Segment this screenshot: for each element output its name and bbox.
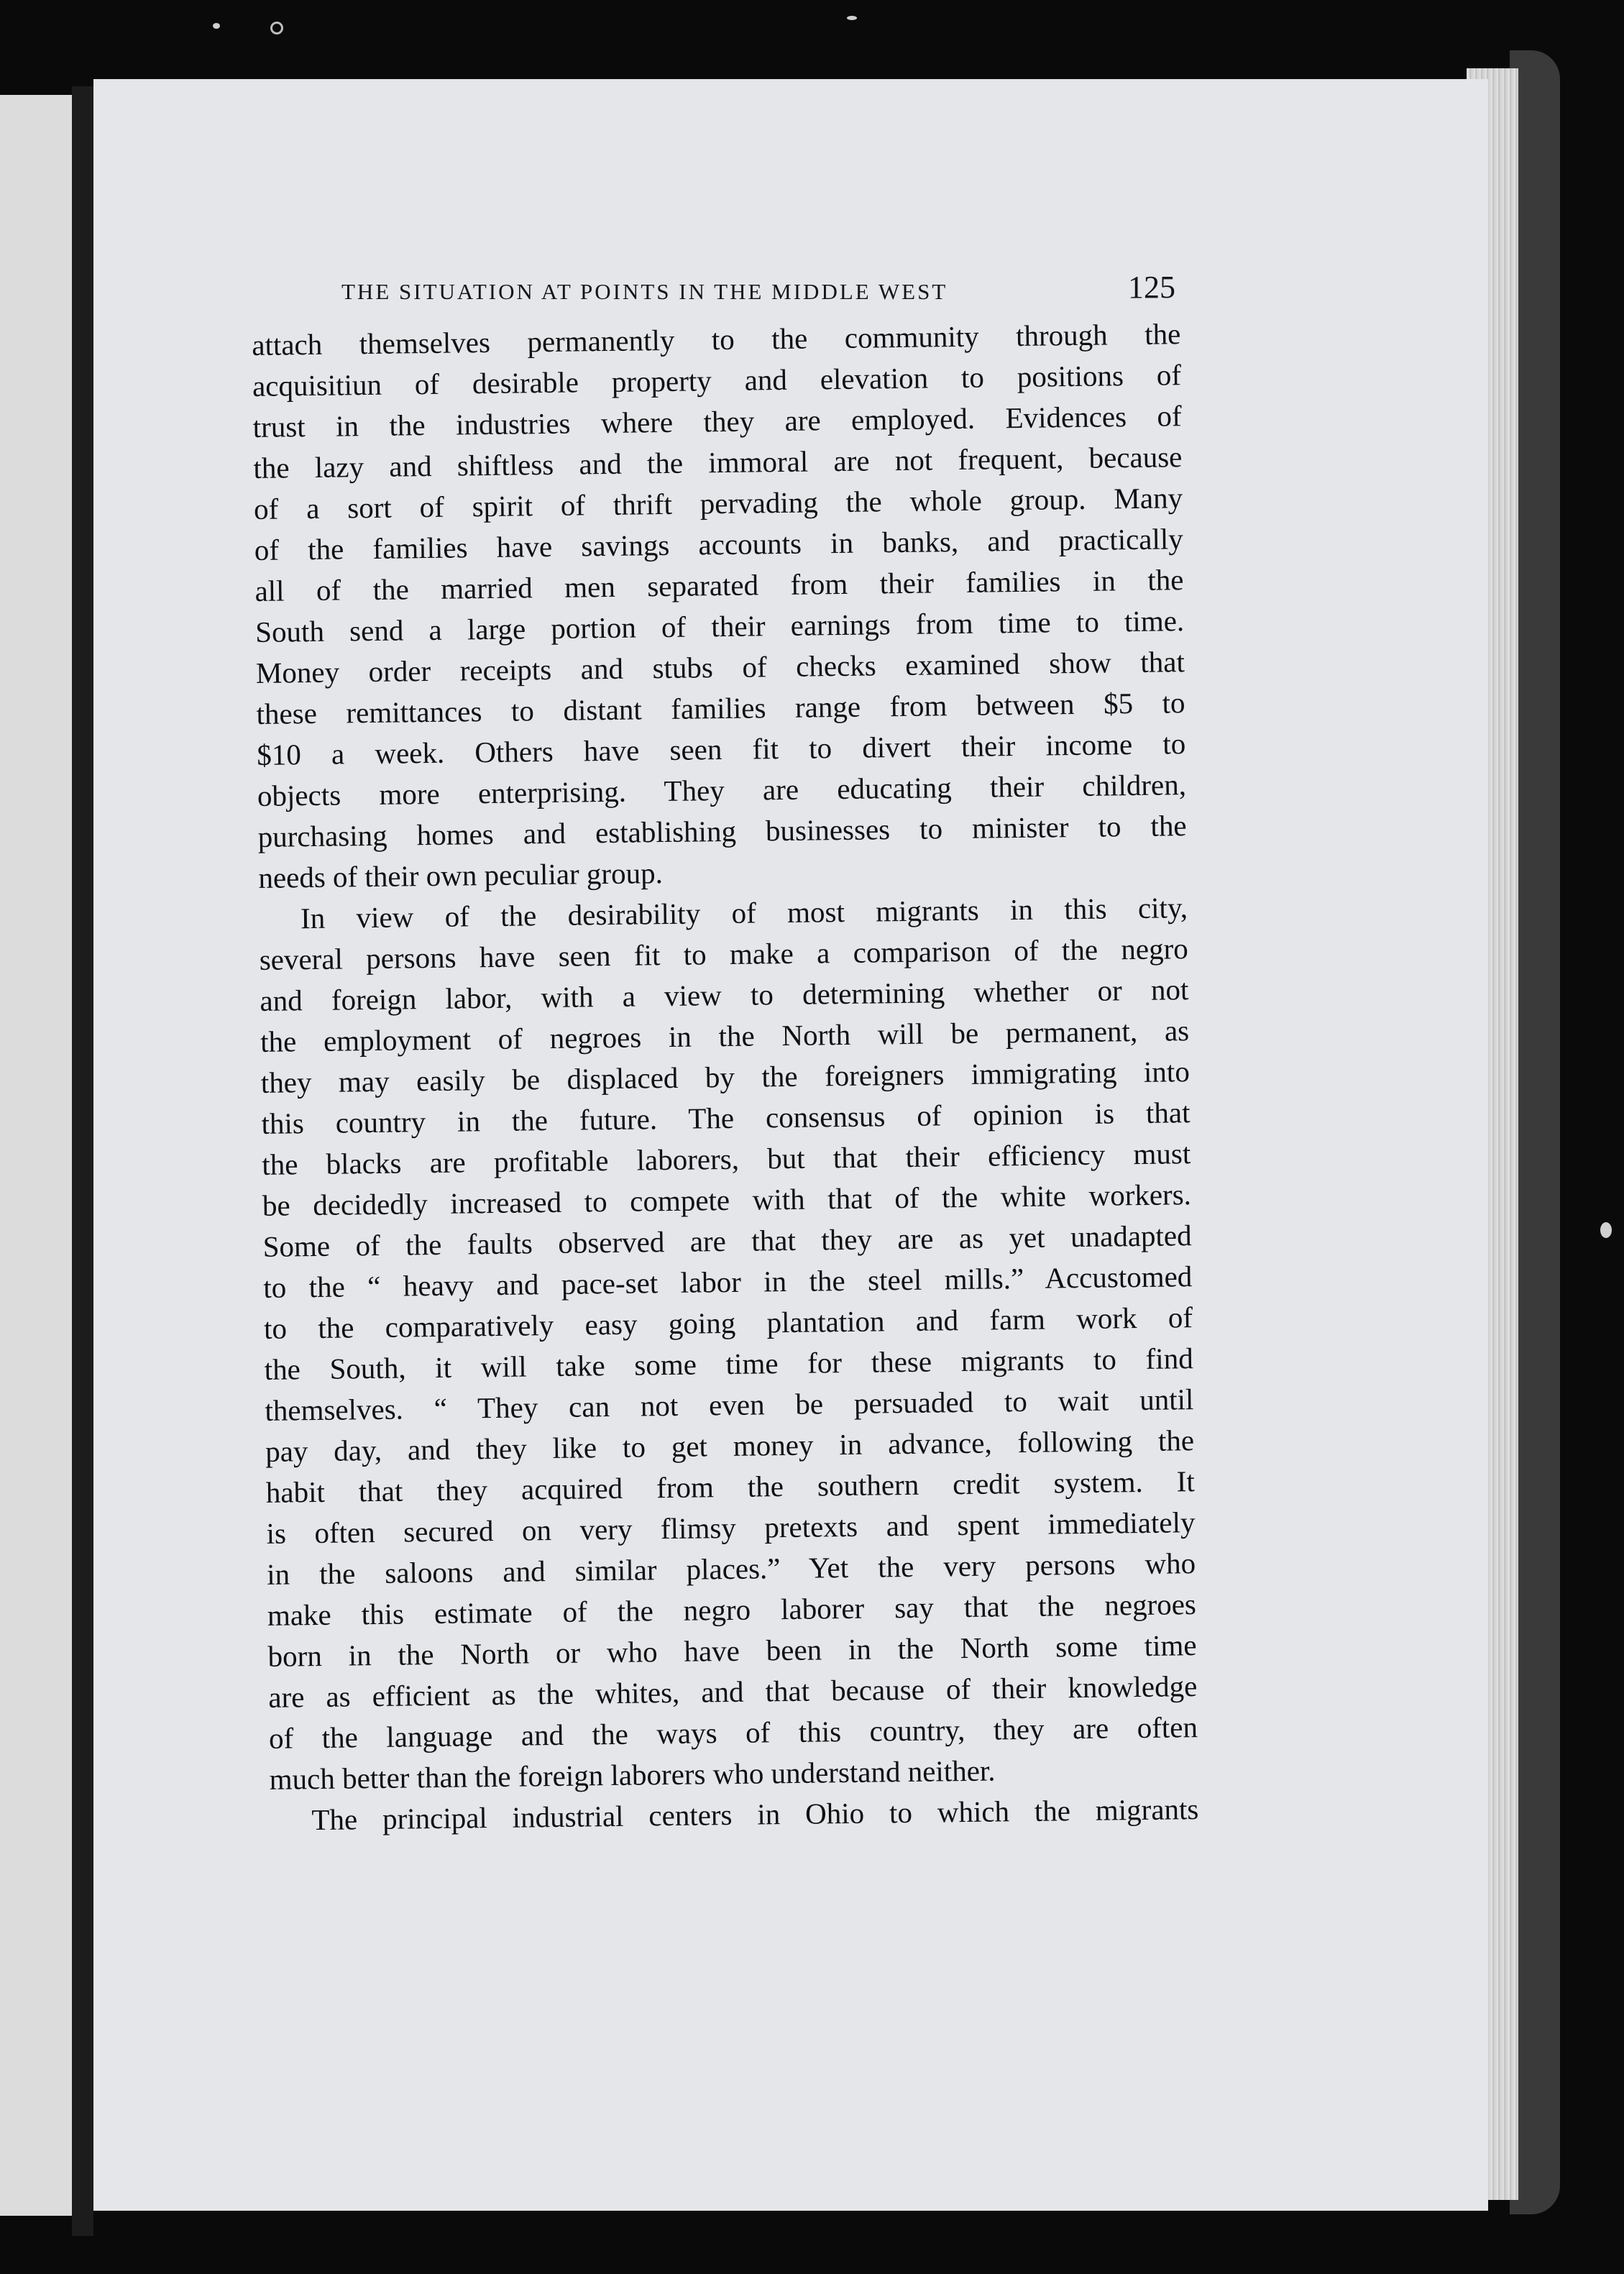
text-line: all of the married men separated from their families in the: [254, 563, 1184, 608]
text-line: the blacks are profitable laborers, but that their efficiency must: [261, 1137, 1191, 1181]
text-line: to the comparatively easy going plantation and farm work of: [263, 1301, 1193, 1345]
text-line: be decidedly increased to compete with that of the white workers.: [262, 1178, 1192, 1222]
text-line: pay day, and they like to get money in advance, following the: [265, 1423, 1195, 1468]
text-line: attach themselves permanently to the community through the: [252, 317, 1181, 362]
scan-speck: [847, 16, 857, 20]
text-line: these remittances to distant families range from between $5 to: [256, 686, 1185, 730]
body-text: [252, 313, 1199, 1841]
text-line: to the “ heavy and pace-set labor in the steel mills.” Accustomed: [263, 1260, 1193, 1304]
text-line: needs of their own peculiar group.: [258, 856, 664, 894]
text-line: the employment of negroes in the North will be permanent, as: [260, 1014, 1190, 1058]
page-number: 125: [1128, 270, 1175, 305]
scan-speck: [213, 23, 220, 29]
text-line: of the language and the ways of this country, they are often: [268, 1710, 1198, 1755]
text-line: trust in the industries where they are employed. Evidences of: [252, 399, 1182, 444]
text-line: objects more enterprising. They are educating their children,: [257, 768, 1187, 812]
text-line: $10 a week. Others have seen fit to divert their income to: [257, 727, 1186, 771]
text-line: purchasing homes and establishing businesses to minister to the: [257, 809, 1187, 853]
text-line: born in the North or who have been in the North some time: [267, 1628, 1197, 1673]
text-line: Some of the faults observed are that they are as yet unadapted: [262, 1219, 1192, 1263]
text-line: The principal industrial centers in Ohio to which the migrants: [311, 1792, 1199, 1837]
page-header: [248, 267, 1175, 311]
text-line: much better than the foreign laborers who understand neither.: [269, 1753, 996, 1796]
scan-speck: [1600, 1222, 1612, 1238]
facing-page-edge: [0, 95, 76, 2216]
text-line: this country in the future. The consensus of opinion is that: [261, 1096, 1191, 1140]
text-line: the South, it will take some time for these migrants to find: [264, 1342, 1193, 1386]
text-line: In view of the desirability of most migrants in this city,: [300, 891, 1188, 935]
text-line: several persons have seen fit to make a comparison of the negro: [259, 932, 1188, 976]
text-line: make this estimate of the negro laborer say that the negroes: [267, 1587, 1197, 1632]
text-line: are as efficient as the whites, and that because of their knowledge: [268, 1669, 1198, 1714]
text-line: they may easily be displaced by the foreigners immigrating into: [260, 1055, 1191, 1099]
text-line: and foreign labor, with a view to determining whether or not: [260, 973, 1189, 1017]
text-line: South send a large portion of their earnings from time to time.: [254, 604, 1185, 648]
text-line: acquisitiun of desirable property and elevation to positions of: [252, 358, 1182, 403]
text-line: themselves. “ They can not even be persuaded to wait until: [265, 1383, 1194, 1427]
text-line: in the saloons and similar places.” Yet the very persons who: [266, 1546, 1196, 1591]
text-line: of a sort of spirit of thrift pervading the whole group. Many: [253, 481, 1183, 526]
scan-speck: [270, 22, 283, 35]
text-line: habit that they acquired from the southern credit system. It: [265, 1464, 1196, 1509]
running-head: THE SITUATION AT POINTS IN THE MIDDLE WEST: [341, 279, 948, 304]
text-line: Money order receipts and stubs of checks examined show that: [255, 645, 1185, 689]
text-line: of the families have savings accounts in banks, and practically: [254, 522, 1184, 567]
text-line: is often secured on very flimsy pretexts and spent immediately: [266, 1505, 1196, 1550]
text-line: the lazy and shiftless and the immoral are not frequent, because: [253, 440, 1183, 485]
book-gutter: [72, 86, 93, 2236]
